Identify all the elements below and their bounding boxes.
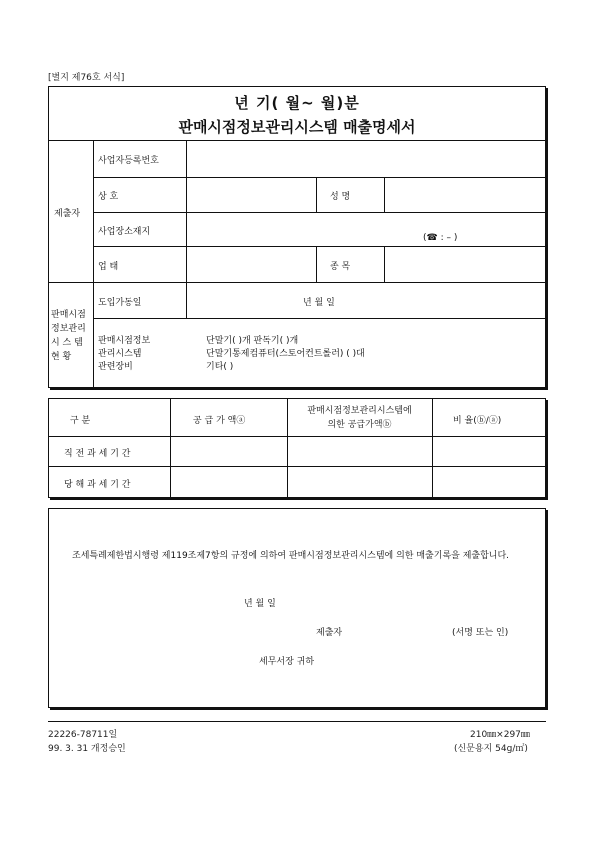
paper-type: (신문용지 54g/㎡) (454, 744, 528, 754)
divider (186, 140, 187, 282)
trade-name-label: 상 호 (98, 192, 119, 202)
form-title-period: 년 기( 월~ 월)분 (234, 94, 360, 112)
equipment-label-line: 판매시점정보 (98, 336, 151, 346)
equipment-line: 단말기통제컴퓨터(스토어컨트롤러) ( )대 (206, 349, 365, 359)
divider (48, 436, 546, 437)
paper-size: 210㎜×297㎜ (470, 730, 530, 740)
install-date-label: 도입가동일 (98, 298, 142, 308)
equipment-label (98, 335, 150, 374)
equipment-label-line: 관련장비 (98, 362, 133, 372)
business-item-label: 종 목 (330, 262, 351, 272)
address-label: 사업장소재지 (98, 227, 151, 237)
divider (316, 177, 317, 212)
pos-section-label-line: 현 황 (51, 352, 72, 362)
signature-label: (서명 또는 인) (452, 628, 509, 638)
declaration-submitter-label: 제출자 (316, 628, 343, 638)
divider (384, 177, 385, 212)
pos-section-label-line: 시 스 템 (51, 338, 83, 348)
divider (384, 246, 385, 282)
pos-section-label-line: 판매시점 (51, 310, 86, 320)
col-header-pos-supply-value: 판매시점정보관리시스템에 의한 공급가액ⓑ (307, 406, 412, 430)
declaration-date: 년 월 일 (244, 599, 276, 609)
divider (93, 318, 546, 319)
row-label-current-period: 당 해 과 세 기 간 (64, 480, 131, 490)
divider (316, 246, 317, 282)
submitter-section-label: 제출자 (54, 209, 81, 219)
business-type-label: 업 태 (98, 262, 119, 272)
divider (170, 398, 171, 498)
divider (48, 140, 546, 141)
divider (93, 140, 94, 388)
form-number: [별지 제76호 서식] (48, 73, 125, 83)
form-title: 판매시점정보관리시스템 매출명세서 (178, 118, 416, 136)
addressee: 세무서장 귀하 (259, 657, 315, 667)
divider (432, 398, 433, 498)
divider (93, 177, 546, 178)
equipment-list (206, 335, 365, 374)
pos-section-label-line: 정보관리 (51, 324, 86, 334)
equipment-line: 기타( ) (206, 362, 234, 372)
divider (93, 212, 546, 213)
col-header-category: 구 분 (70, 416, 91, 426)
equipment-line: 단말기( )개 판독기( )개 (206, 336, 299, 346)
row-label-previous-period: 직 전 과 세 기 간 (64, 449, 131, 459)
divider (186, 282, 187, 318)
business-reg-no-label: 사업자등록번호 (98, 156, 159, 166)
divider (93, 246, 546, 247)
name-label: 성 명 (330, 192, 351, 202)
form-code: 22226-78711일 (48, 730, 118, 740)
approval-date: 99. 3. 31 개정승인 (48, 744, 126, 754)
divider (48, 466, 546, 467)
declaration-statement: 조세특례제한법시행령 제119조제7항의 규정에 의하여 판매시점정보관리시스템에 의한 매출기록을 제출합니다. (72, 551, 510, 561)
equipment-label-line: 관리시스템 (98, 349, 142, 359)
declaration-frame (48, 508, 546, 708)
divider (48, 282, 546, 283)
col-header-supply-value: 공 급 가 액ⓐ (193, 416, 246, 426)
install-date-value: 년 월 일 (303, 298, 335, 308)
footer-rule (48, 721, 546, 722)
col-header-ratio: 비 율(ⓑ/ⓐ) (453, 416, 502, 426)
pos-section-label (51, 308, 86, 364)
phone-label: (☎ : – ) (423, 233, 458, 243)
